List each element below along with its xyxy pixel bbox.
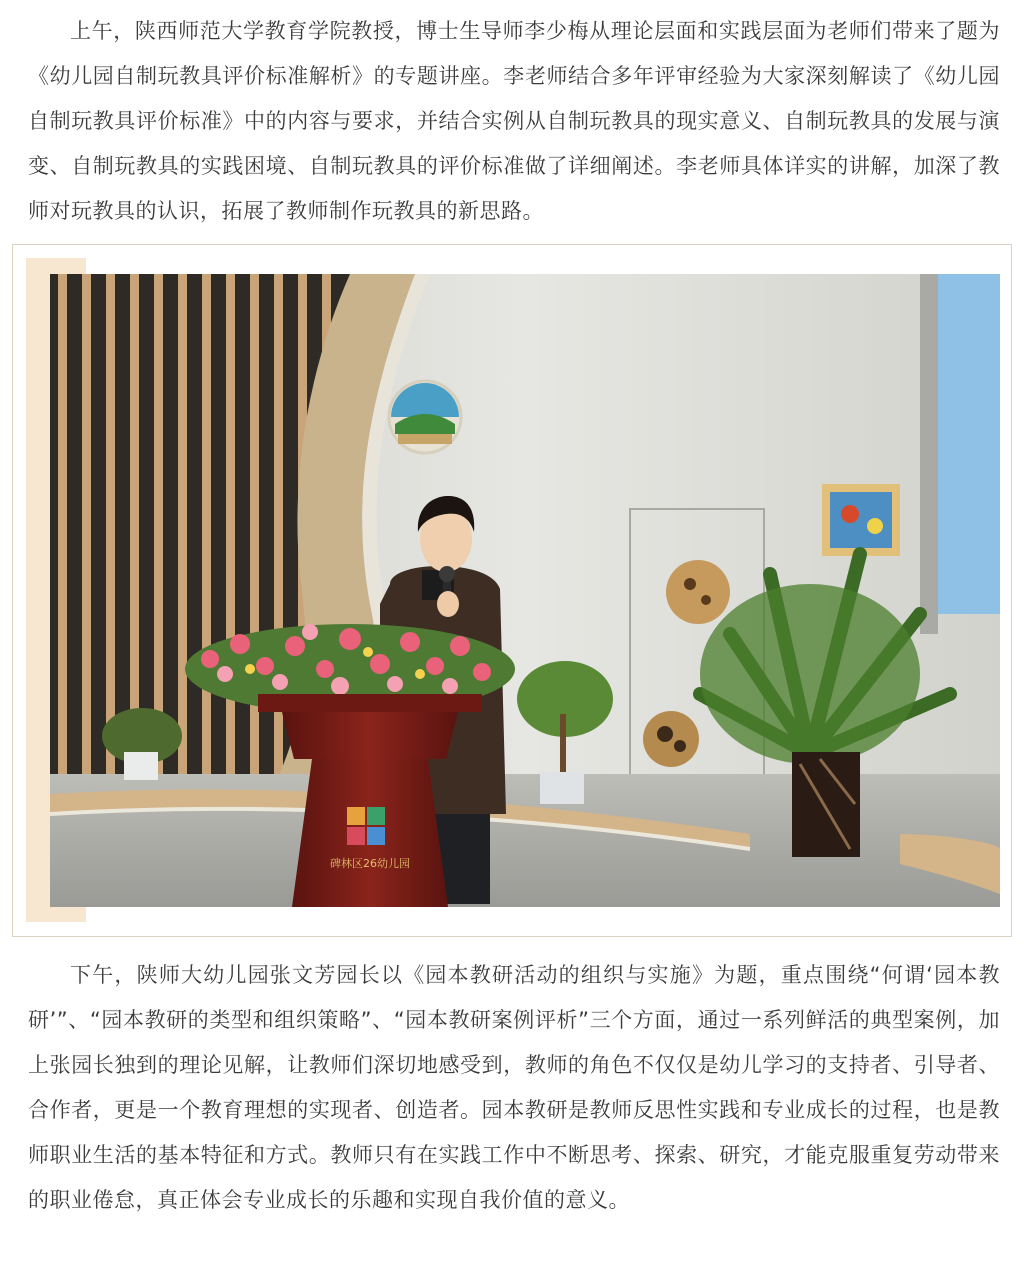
paragraph-afternoon-lecture: 下午，陕师大幼儿园张文芳园长以《园本教研活动的组织与实施》为题，重点围绕“何谓‘园本教研’”、“园本教研的类型和组织策略”、“园本教研案例评析”三个方面，通过一系列鲜活的典型案例，加上张园长独到的理论见解，让教师们深切地感受到，教师的角色不仅仅是幼儿学习的支持者、引导者、合作者，更是一个教育理想的实现者、创造者。园本教研是教师反思性实践和专业成长的过程，也是教师职业生活的基本特征和方式。教师只有在实践工作中不断思考、探索、研究，才能克服重复劳动带来的职业倦怠，真正体会专业成长的乐趣和实现自我价值的意义。 [28, 963, 1000, 1212]
podium-sign-text: 碑林区26幼儿园 [330, 857, 410, 870]
lecture-photo [50, 274, 1000, 907]
lecture-photo-scene [50, 274, 1000, 907]
paragraph-morning-lecture: 上午，陕西师范大学教育学院教授，博士生导师李少梅从理论层面和实践层面为老师们带来了题为《幼儿园自制玩教具评价标准解析》的专题讲座。李老师结合多年评审经验为大家深刻解读了《幼儿园自制玩教具评价标准》中的内容与要求，并结合实例从自制玩教具的现实意义、自制玩教具的发展与演变、自制玩教具的实践困境、自制玩教具的评价标准做了详细阐述。李老师具体详实的讲解，加深了教师对玩教具的认识，拓展了教师制作玩教具的新思路。 [28, 19, 1000, 223]
